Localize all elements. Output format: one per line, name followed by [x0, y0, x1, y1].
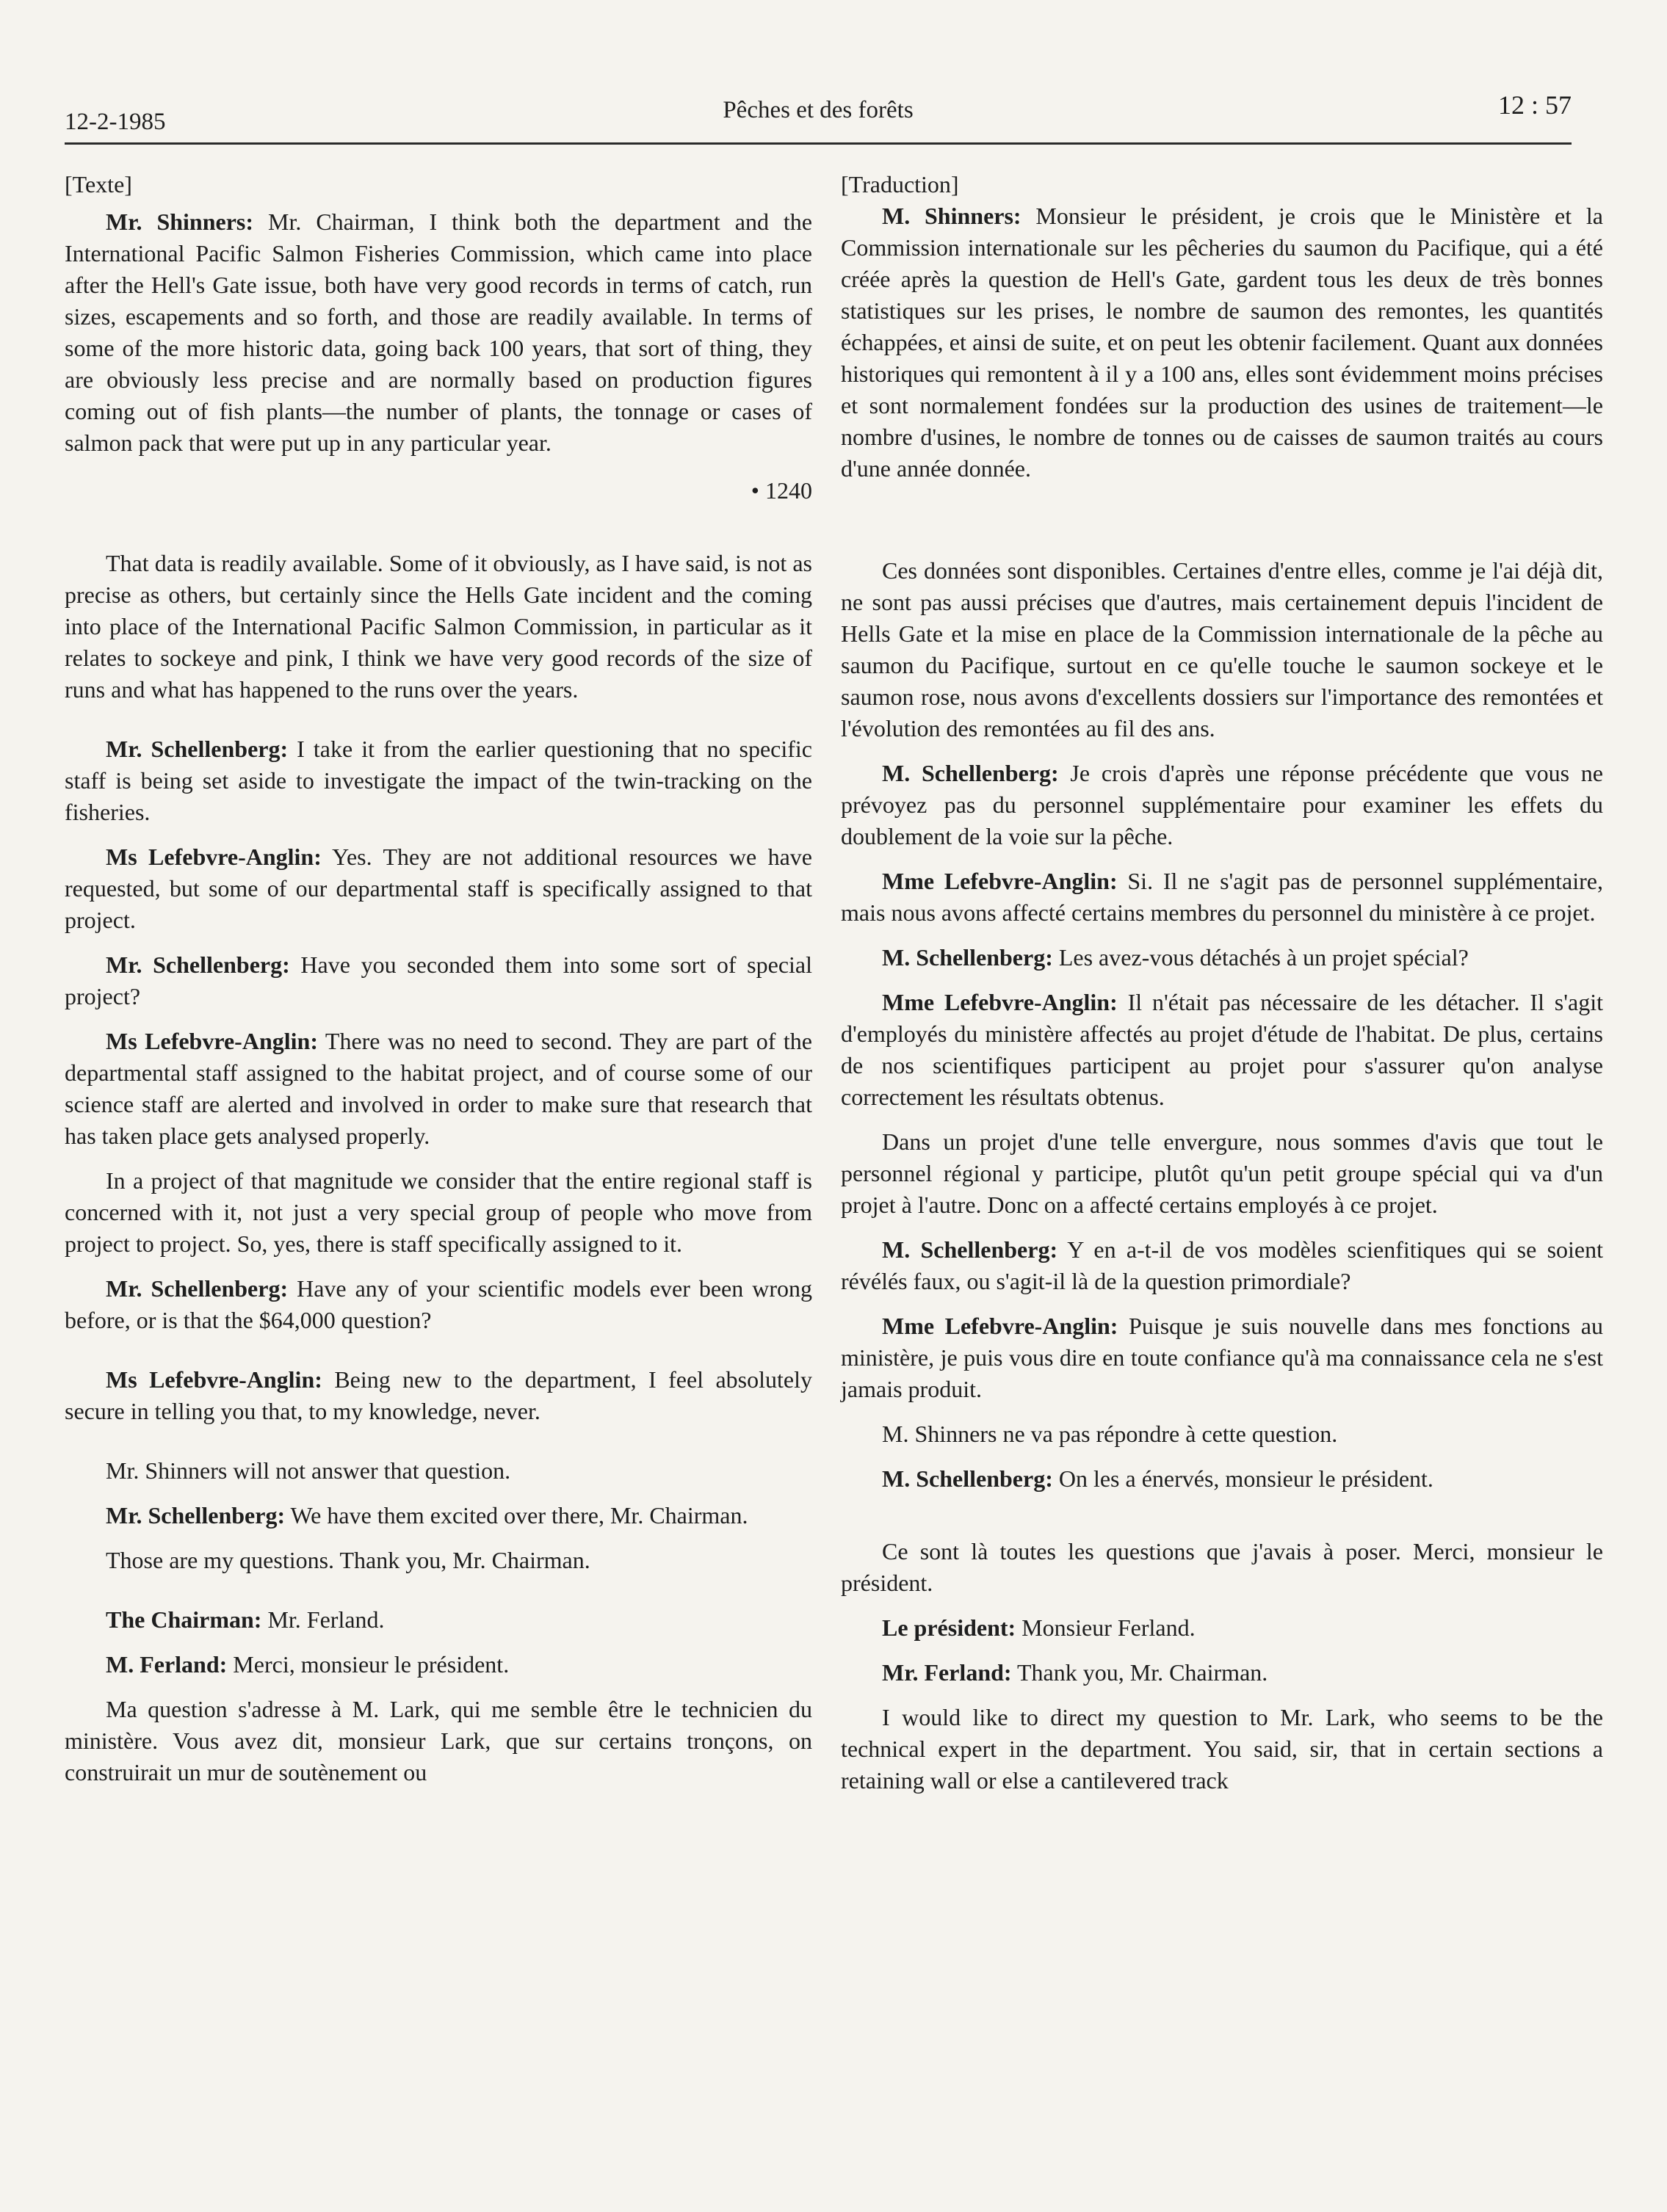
speech-text: Yes. They are not additional resources we have requested, but some of our departmental staff is specifically assigned to that project.	[65, 844, 813, 933]
speaker-name: Mr. Ferland:	[882, 1659, 1012, 1686]
speaker-name: Ms Lefebvre-Anglin:	[106, 1366, 322, 1393]
speech-text: I take it from the earlier questioning that no specific staff is being set aside to investigate the impact of the twin-tracking on the fisheries.	[65, 736, 812, 825]
speech-text: Have you seconded them into some sort of special project?	[65, 951, 813, 1009]
speaker-name: Mr. Schellenberg:	[106, 1502, 286, 1529]
paragraph	[65, 1500, 812, 1531]
paragraph: Dans un projet d'une telle envergure, nous sommes d'avis que tout le personnel régional y participe, plutôt qu'un petit groupe spécial qui va d'un projet à l'autre. Donc on a affecté certains employés à ce projet.	[841, 1128, 1603, 1218]
paragraph: Ce sont là toutes les questions que j'avais à poser. Merci, monsieur le président.	[841, 1538, 1603, 1596]
speaker-name: Mr. Schellenberg:	[106, 951, 290, 978]
speech-text: Monsieur Ferland.	[1016, 1614, 1196, 1641]
speech-text: Thank you, Mr. Chairman.	[1011, 1659, 1268, 1686]
paragraph	[841, 758, 1603, 852]
speaker-name: Mr. Schellenberg:	[106, 1275, 289, 1302]
speaker-name: Mr. Shinners:	[106, 208, 254, 235]
speech-text: Y en a-t-il de vos modèles scienfitiques qui se soient révélés faux, ou s'agit-il là de la question primordiale?	[841, 1236, 1604, 1294]
speaker-name: M. Schellenberg:	[882, 1236, 1058, 1263]
paragraph	[65, 949, 812, 1012]
speech-text: Being new to the department, I feel absolutely secure in telling you that, to my knowledge, never.	[65, 1366, 813, 1424]
paragraph: In a project of that magnitude we consider that the entire regional staff is concerned with it, not just a very special group of people who move from project to project. So, yes, there is staff specifically assigned to it.	[65, 1167, 812, 1257]
header-page-number: 12 : 57	[1497, 90, 1572, 120]
paragraph: That data is readily available. Some of it obviously, as I have said, is not as precise as others, but certainly since the Hells Gate incident and the coming into place of the International Pacific Salmon Commission, in particular as it relates to sockeye and pink, I think we have very good records of the size of runs and what has happened to the runs over the years.	[65, 550, 812, 703]
speaker-name: M. Schellenberg:	[882, 944, 1053, 971]
speaker-name: M. Schellenberg:	[882, 1465, 1053, 1492]
paragraph: Those are my questions. Thank you, Mr. Chairman.	[106, 1547, 590, 1573]
speech-text: There was no need to second. They are part of the departmental staff assigned to the habitat project, and of course some of our science staff are alerted and involved in order to make sure that research that has taken place gets analysed properly.	[65, 1028, 813, 1149]
speaker-name: Mme Lefebvre-Anglin:	[882, 989, 1118, 1015]
paragraph	[841, 1612, 1603, 1644]
paragraph: I would like to direct my question to Mr. Lark, who seems to be the technical expert in the department. You said, sir, that in certain sections a retaining wall or else a cantilevered track	[841, 1704, 1603, 1794]
section-tag-texte: [Texte]	[65, 171, 132, 197]
right-column	[841, 169, 1603, 1796]
speaker-name: M. Ferland:	[106, 1651, 228, 1678]
speaker-name: Le président:	[882, 1614, 1016, 1641]
speech-text: Les avez-vous détachés à un projet spécial?	[1052, 944, 1469, 971]
paragraph	[65, 1649, 812, 1680]
section-tag-traduction: [Traduction]	[841, 171, 959, 197]
speech-text: Merci, monsieur le président.	[227, 1651, 510, 1678]
time-marker: • 1240	[751, 477, 812, 504]
paragraph	[65, 206, 812, 459]
speaker-name: The Chairman:	[106, 1606, 262, 1633]
header-title: Pêches et des forêts	[723, 97, 914, 123]
paragraph	[841, 1310, 1603, 1405]
speech-text: Puisque je suis nouvelle dans mes fonctions au ministère, je puis vous dire en toute confiance qu'à ma connaissance cela ne s'est jamais produit.	[841, 1313, 1604, 1402]
speech-text: Il n'était pas nécessaire de les détacher. Il s'agit d'employés du ministère affectés au projet d'étude de l'habitat. De plus, certains de nos scientifiques participent au projet pour s'assurer qu'on analyse correctement les résultats obtenus.	[841, 989, 1604, 1110]
paragraph	[841, 942, 1603, 973]
page-header	[65, 87, 1572, 145]
paragraph	[65, 1026, 812, 1152]
paragraph	[65, 1364, 812, 1427]
paragraph: Ces données sont disponibles. Certaines d'entre elles, comme je l'ai déjà dit, ne sont pas aussi précises que d'autres, mais certainement depuis l'incident de Hells Gate et la mise en place de la Commission internationale de la pêche au saumon du Pacifique, surtout en ce qu'elle touche le saumon sockeye et le saumon rose, nous avons d'excellents dossiers sur l'importance des remontées et l'évolution des remontées au fil des ans.	[841, 557, 1603, 741]
speaker-name: Mme Lefebvre-Anglin:	[882, 868, 1118, 894]
paragraph	[841, 1657, 1603, 1689]
speaker-name: Ms Lefebvre-Anglin:	[106, 1028, 318, 1054]
paragraph	[841, 1463, 1603, 1495]
speaker-name: Ms Lefebvre-Anglin:	[106, 844, 322, 870]
speech-text: Si. Il ne s'agit pas de personnel supplémentaire, mais nous avons affecté certains membres du personnel du ministère à ce projet.	[841, 868, 1604, 926]
paragraph	[841, 1234, 1603, 1297]
speech-text: Mr. Chairman, I think both the department and the International Pacific Salmon Fisheries Commission, which came into place after the Hell's Gate issue, both have very good records in terms of catch, run sizes, escapements and so forth, and those are readily available. In terms of some of the more historic data, going back 100 years, that sort of thing, they are obviously less precise and are normally based on production figures coming out of fish plants—the number of plants, the tonnage or cases of salmon pack that were put up in any particular year.	[65, 208, 813, 456]
left-column	[65, 169, 812, 1788]
paragraph	[841, 987, 1603, 1113]
speech-text: Have any of your scientific models ever been wrong before, or is that the $64,000 question?	[65, 1275, 813, 1333]
speaker-name: Mr. Schellenberg:	[106, 736, 289, 762]
paragraph: Mr. Shinners will not answer that question.	[106, 1457, 511, 1484]
paragraph	[65, 841, 812, 936]
speech-text: Je crois d'après une réponse précédente que vous ne prévoyez pas du personnel supplémentaire pour examiner les effets du doublement de la voie sur la pêche.	[841, 760, 1604, 849]
speech-text: Mr. Ferland.	[261, 1606, 385, 1633]
speech-text: On les a énervés, monsieur le président.	[1052, 1465, 1433, 1492]
paragraph	[65, 1604, 812, 1636]
paragraph	[65, 1273, 812, 1336]
speaker-name: Mme Lefebvre-Anglin:	[882, 1313, 1118, 1339]
paragraph	[841, 866, 1603, 929]
paragraph	[841, 200, 1603, 485]
paragraph: Ma question s'adresse à M. Lark, qui me semble être le technicien du ministère. Vous avez dit, monsieur Lark, que sur certains tronçons, on construirait un mur de soutènement ou	[65, 1696, 812, 1785]
header-date: 12-2-1985	[65, 109, 166, 135]
paragraph: M. Shinners ne va pas répondre à cette question.	[882, 1421, 1338, 1447]
speaker-name: M. Shinners:	[882, 203, 1021, 229]
speaker-name: M. Schellenberg:	[882, 760, 1059, 786]
paragraph	[65, 733, 812, 828]
speech-text: Monsieur le président, je crois que le Ministère et la Commission internationale sur les pêcheries du saumon du Pacifique, qui a été créée après la question de Hell's Gate, gardent tous les deux de très bonnes statistiques sur les prises, le nombre de saumon des remontes, les quantités échappées, et ainsi de suite, et on peut les obtenir facilement. Quant aux données historiques qui remontent à il y a 100 ans, elles sont évidemment moins précises et sont normalement fondées sur la production des usines de traitement—le nombre d'usines, le nombre de tonnes ou de caisses de saumon traités au cours d'une année donnée.	[841, 203, 1604, 482]
speech-text: We have them excited over there, Mr. Chairman.	[285, 1502, 748, 1529]
